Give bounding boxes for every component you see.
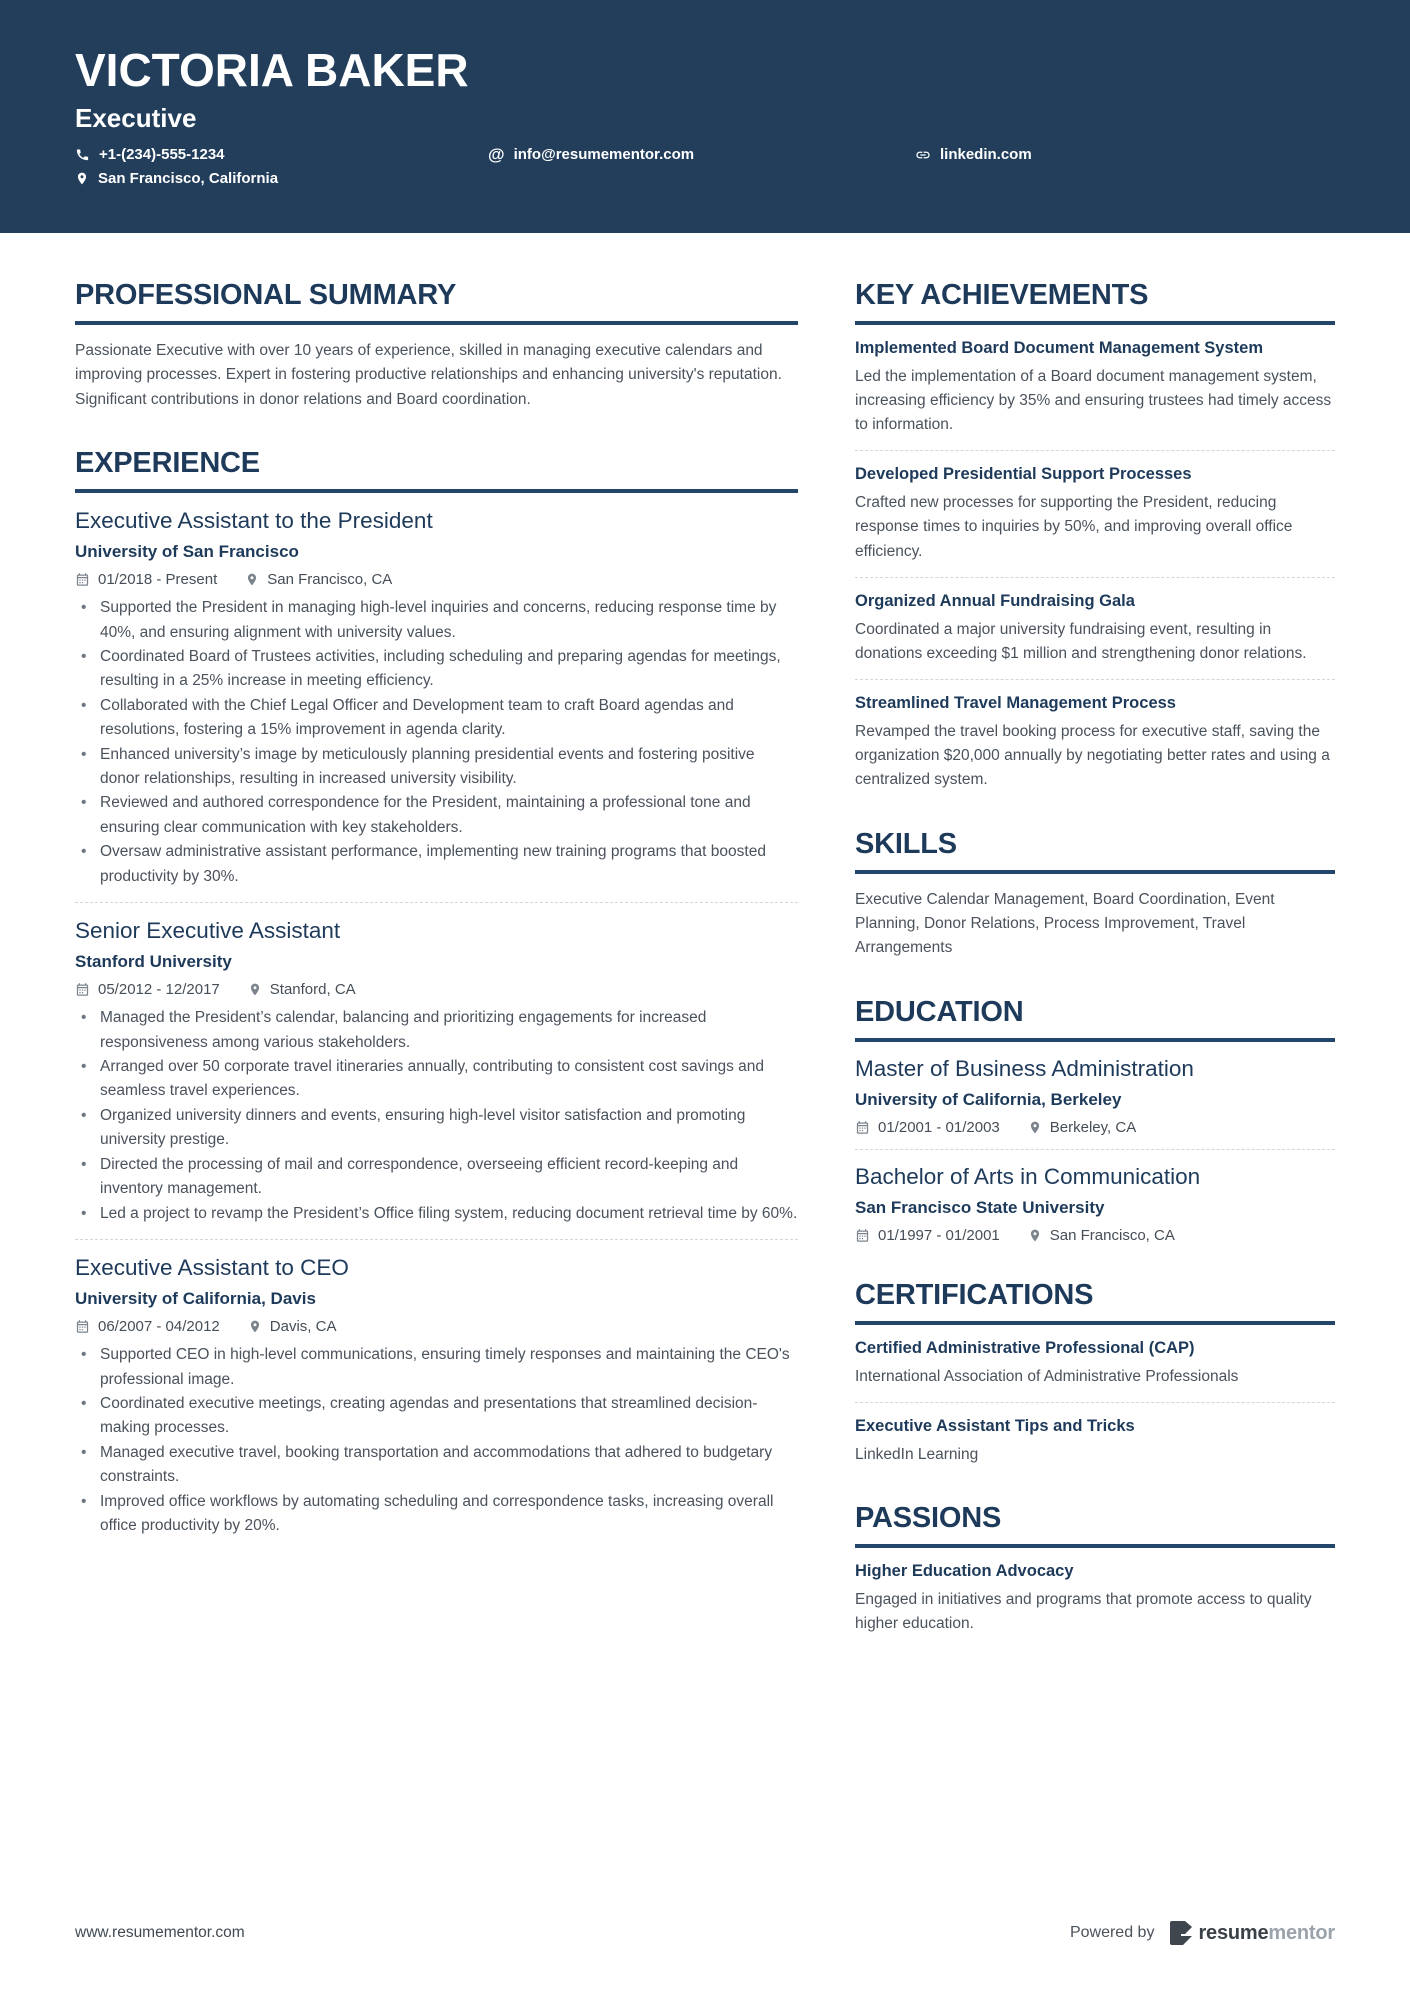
job-bullets [75, 596, 798, 889]
dashed-divider [75, 1239, 798, 1240]
certification-title: Certified Administrative Professional (CAP) [855, 1338, 1195, 1357]
school-name: San Francisco State University [855, 1198, 1105, 1218]
email-text: info@resumementor.com [513, 146, 695, 164]
achievement-title: Organized Annual Fundraising Gala [855, 591, 1135, 610]
education-meta [855, 1227, 1335, 1244]
phone-icon [75, 147, 90, 162]
right-column [855, 280, 1335, 1636]
section-skills [855, 829, 1335, 961]
bullet-item: • Improved office workflows by automating scheduling and correspondence tasks, increasing overall office productivity by 20%. [75, 1490, 798, 1539]
bullet-item: • Coordinated executive meetings, creating agendas and presentations that streamlined decision-making processes. [75, 1392, 798, 1441]
calendar-icon [75, 1319, 90, 1334]
date-range [855, 1227, 1000, 1244]
date-range [75, 981, 220, 998]
certifications-heading: CERTIFICATIONS [855, 1280, 1335, 1325]
pin-icon [245, 572, 259, 587]
pin-icon [248, 1319, 262, 1334]
resumementor-logo-icon [1170, 1921, 1192, 1945]
job-location [248, 1318, 337, 1335]
job-meta [75, 1318, 798, 1335]
certification-item [855, 1337, 1335, 1389]
content [0, 233, 1410, 1636]
company-name: University of San Francisco [75, 542, 299, 562]
bullet-item: • Enhanced university’s image by meticulously planning presidential events and fostering positive donor relationships, resulting in increased university visibility. [75, 743, 798, 792]
left-column [75, 280, 798, 1636]
calendar-icon [75, 572, 90, 587]
certification-item [855, 1415, 1335, 1467]
skills-heading: SKILLS [855, 829, 1335, 874]
bullet-item: • Coordinated Board of Trustees activities, including scheduling and preparing agendas for meetings, resulting in a 25% increase in meeting efficiency. [75, 645, 798, 694]
date-range [75, 571, 217, 588]
degree-title: Bachelor of Arts in Communication [855, 1163, 1201, 1189]
job-title: Executive Assistant to CEO [75, 1254, 349, 1280]
passion-item [855, 1560, 1335, 1636]
website-link[interactable] [915, 146, 1332, 163]
company-name: University of California, Davis [75, 1289, 316, 1309]
school-name: University of California, Berkeley [855, 1089, 1122, 1109]
header [0, 0, 1410, 233]
achievement-item [855, 337, 1335, 438]
pin-icon [1028, 1228, 1042, 1243]
job-title: Executive Assistant to the President [75, 508, 433, 533]
achievement-title: Streamlined Travel Management Process [855, 694, 1176, 713]
achievement-title: Implemented Board Document Management System [855, 338, 1264, 357]
education-location [1028, 1227, 1175, 1244]
education-heading: EDUCATION [855, 997, 1335, 1042]
dashed-divider [855, 1149, 1335, 1150]
certification-issuer: International Association of Administrative Professionals [855, 1367, 1239, 1385]
website-text: linkedin.com [940, 146, 1032, 164]
bullet-item: • Supported CEO in high-level communications, ensuring timely responses and maintaining the CEO's professional image. [75, 1343, 798, 1392]
location-text: San Francisco, CA [1049, 1227, 1175, 1245]
logo-text-resume: resume [1198, 1921, 1269, 1944]
certification-title: Executive Assistant Tips and Tricks [855, 1416, 1135, 1435]
passion-text: Engaged in initiatives and programs that promote access to quality higher education. [855, 1590, 1312, 1632]
summary-heading: PROFESSIONAL SUMMARY [75, 280, 798, 325]
date-text: 06/2007 - 04/2012 [98, 1318, 220, 1336]
bullet-item: • Led a project to revamp the President’s Office filing system, reducing document retrieval time by 60%. [75, 1202, 798, 1226]
dashed-divider [855, 679, 1335, 680]
phone-text: +1-(234)-555-1234 [99, 146, 225, 164]
certification-issuer: LinkedIn Learning [855, 1445, 979, 1463]
bullet-item: • Managed the President’s calendar, balancing and prioritizing engagements for increased responsiveness among various stakeholders. [75, 1006, 798, 1055]
date-text: 01/2001 - 01/2003 [878, 1118, 1000, 1136]
dashed-divider [855, 1402, 1335, 1403]
pin-icon [75, 171, 89, 186]
footer-site-link[interactable]: www.resumementor.com [75, 1924, 245, 1941]
date-text: 01/1997 - 01/2001 [878, 1227, 1000, 1245]
achievement-item [855, 590, 1335, 666]
education-meta [855, 1119, 1335, 1136]
powered-by-block [1070, 1921, 1335, 1945]
pin-icon [1028, 1120, 1042, 1135]
bullet-item: • Managed executive travel, booking transportation and accommodations that adhered to budgetary constraints. [75, 1441, 798, 1490]
section-passions [855, 1503, 1335, 1636]
link-icon [915, 147, 931, 163]
passion-title: Higher Education Advocacy [855, 1561, 1074, 1580]
skills-text: Executive Calendar Management, Board Coordination, Event Planning, Donor Relations, Process Improvement, Travel Arrangements [855, 890, 1275, 957]
location-text: Berkeley, CA [1049, 1118, 1137, 1136]
date-range [855, 1119, 1000, 1136]
education-item [855, 1162, 1335, 1244]
company-name: Stanford University [75, 952, 232, 972]
job-meta [75, 571, 798, 588]
location-text: Stanford, CA [269, 981, 356, 999]
section-experience [75, 448, 798, 1538]
dashed-divider [75, 902, 798, 903]
person-name: VICTORIA BAKER [75, 44, 469, 96]
logo-text [1198, 1922, 1335, 1945]
job-location [245, 571, 392, 588]
pin-icon [248, 982, 262, 997]
experience-item [75, 916, 798, 1226]
achievement-text: Revamped the travel booking process for executive staff, saving the organization $20,000 annually by negotiating better rates and using a centralized system. [855, 722, 1330, 789]
achievement-text: Crafted new processes for supporting the President, reducing response times to inquiries by 50%, and improving overall office efficiency. [855, 494, 1293, 560]
calendar-icon [855, 1228, 870, 1243]
job-meta [75, 981, 798, 998]
experience-item [75, 1253, 798, 1538]
job-title: Senior Executive Assistant [75, 918, 341, 944]
achievement-item [855, 463, 1335, 564]
education-item [855, 1054, 1335, 1136]
job-bullets [75, 1343, 798, 1538]
achievement-item [855, 692, 1335, 793]
section-key-achievements [855, 280, 1335, 793]
achievement-text: Led the implementation of a Board document management system, increasing efficiency by 35% and ensuring trustees had timely access to information. [855, 367, 1332, 434]
section-certifications [855, 1280, 1335, 1467]
section-education [855, 997, 1335, 1244]
powered-by-label: Powered by [1069, 1924, 1155, 1941]
achievement-title: Developed Presidential Support Processes [855, 465, 1192, 484]
job-location [248, 981, 356, 998]
contact-block [75, 146, 1332, 187]
bullet-item: • Oversaw administrative assistant performance, implementing new training programs that boosted productivity by 30%. [75, 840, 798, 889]
date-text: 05/2012 - 12/2017 [98, 981, 220, 999]
footer [75, 1921, 1335, 1945]
phone-link[interactable] [75, 146, 488, 163]
achievements-heading: KEY ACHIEVEMENTS [855, 280, 1335, 325]
achievement-text: Coordinated a major university fundraising event, resulting in donations exceeding $1 million and strengthening donor relations. [855, 620, 1307, 662]
date-range [75, 1318, 220, 1335]
resumementor-logo[interactable] [1170, 1921, 1335, 1945]
summary-text: Passionate Executive with over 10 years of experience, skilled in managing executive calendars and improving processes. Expert in fostering productive relationships and enhancing university's reputation. Significant contributions in donor relations and Board coordination. [75, 341, 782, 408]
education-location [1028, 1119, 1136, 1136]
location-text: San Francisco, CA [267, 571, 393, 589]
at-icon: @ [488, 145, 505, 165]
location-text: San Francisco, California [98, 170, 279, 188]
bullet-item: • Organized university dinners and events, ensuring high-level visitor satisfaction and promoting university prestige. [75, 1104, 798, 1153]
dashed-divider [855, 577, 1335, 578]
location-item [75, 170, 1332, 187]
degree-title: Master of Business Administration [855, 1055, 1194, 1081]
bullet-item: • Supported the President in managing high-level inquiries and concerns, reducing response time by 40%, and ensuring alignment with university values. [75, 596, 798, 645]
bullet-item: • Reviewed and authored correspondence for the President, maintaining a professional tone and ensuring clear communication with key stakeholders. [75, 791, 798, 840]
experience-item [75, 506, 798, 889]
logo-text-mentor: mentor [1268, 1921, 1335, 1944]
calendar-icon [75, 982, 90, 997]
bullet-item: • Collaborated with the Chief Legal Officer and Development team to craft Board agendas and resolutions, fostering a 15% improvement in agenda clarity. [75, 694, 798, 743]
location-text: Davis, CA [269, 1318, 337, 1336]
job-bullets [75, 1006, 798, 1226]
passions-heading: PASSIONS [855, 1503, 1335, 1548]
experience-heading: EXPERIENCE [75, 448, 798, 493]
calendar-icon [855, 1120, 870, 1135]
date-text: 01/2018 - Present [98, 571, 218, 589]
section-professional-summary [75, 280, 798, 412]
person-job-title: Executive [75, 103, 197, 134]
dashed-divider [855, 450, 1335, 451]
bullet-item: • Directed the processing of mail and correspondence, overseeing efficient record-keeping and inventory management. [75, 1153, 798, 1202]
bullet-item: • Arranged over 50 corporate travel itineraries annually, contributing to consistent cost savings and seamless travel experiences. [75, 1055, 798, 1104]
email-link[interactable] [488, 146, 915, 163]
